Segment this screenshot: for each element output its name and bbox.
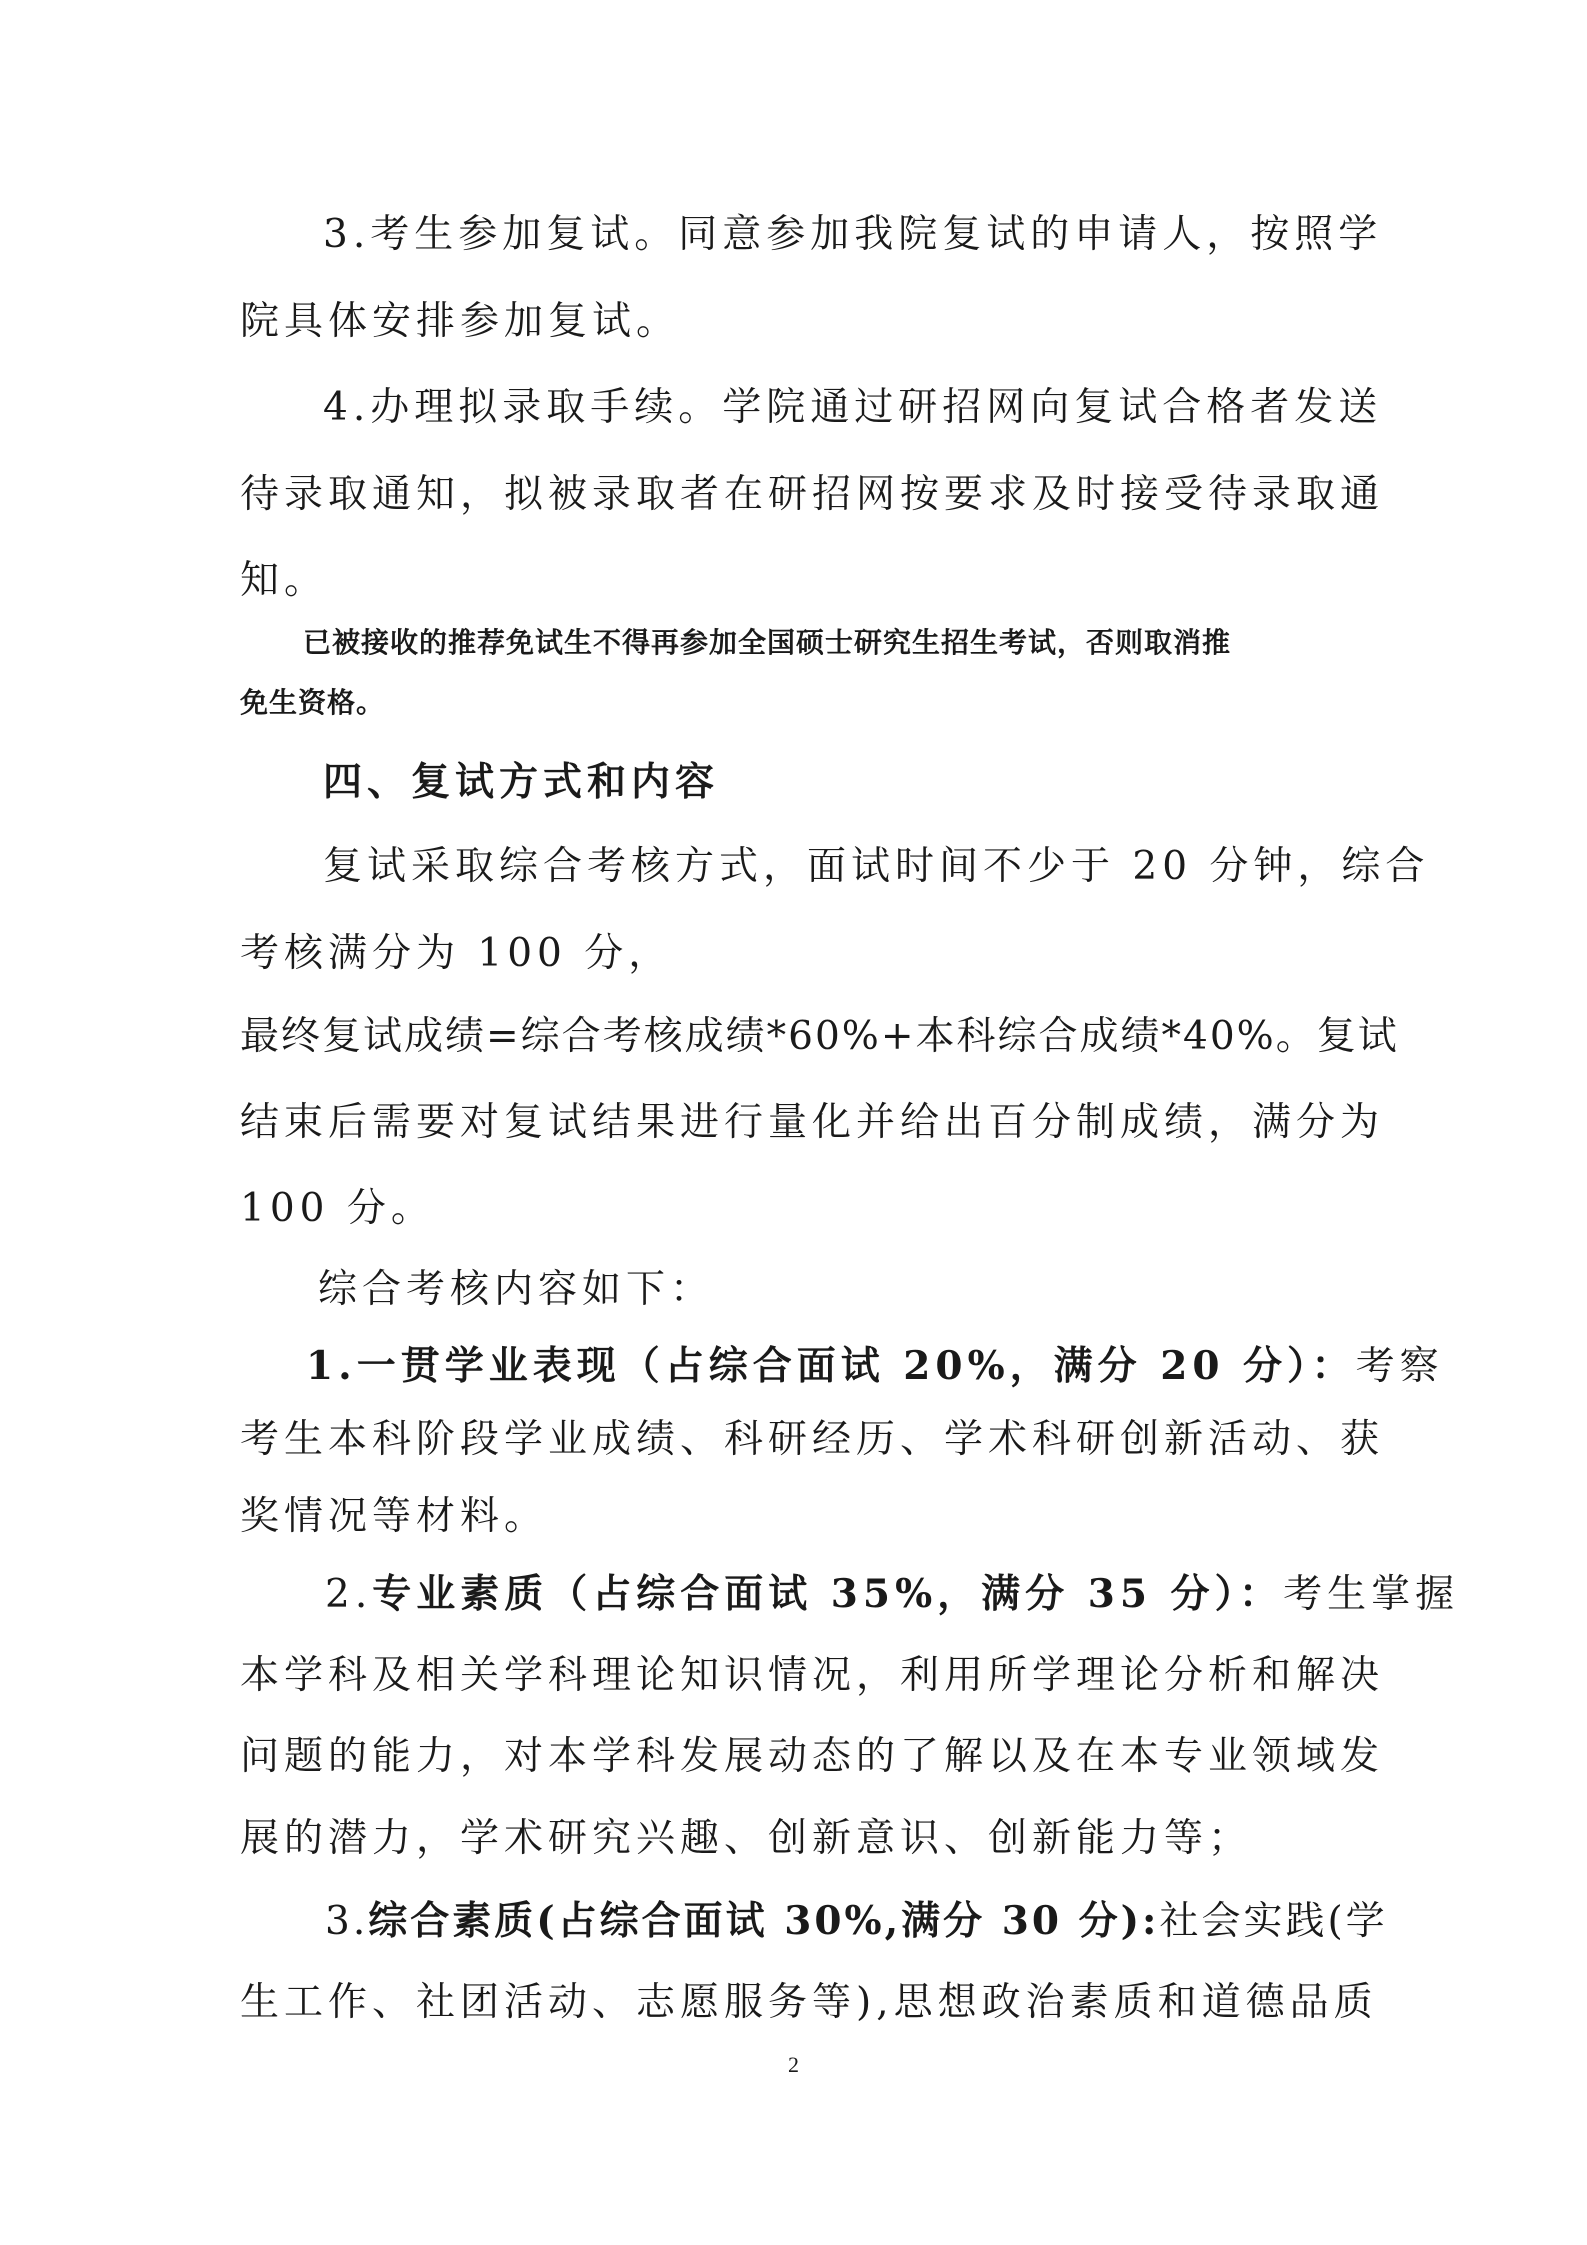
paragraph-line: 100 分。 <box>240 1186 435 1231</box>
item-number: 3. <box>325 1899 369 1944</box>
assessment-item-3 <box>325 1897 1388 1946</box>
paragraph-line: 综合考核内容如下： <box>318 1267 715 1312</box>
score-formula: 最终复试成绩=综合考核成绩*60%+本科综合成绩*40%。复试 <box>240 1014 1399 1059</box>
exam-note: 免生资格。 <box>240 686 386 719</box>
paragraph-line: 待录取通知，拟被录取者在研招网按要求及时接受待录取通 <box>240 472 1385 517</box>
paragraph-line: 本学科及相关学科理论知识情况，利用所学理论分析和解决 <box>240 1653 1385 1698</box>
item-title: 综合素质(占综合面试 30%,满分 30 分): <box>368 1898 1160 1944</box>
item-text: 考生掌握 <box>1283 1572 1460 1617</box>
item-text: 考察 <box>1355 1344 1444 1389</box>
paragraph-line: 问题的能力，对本学科发展动态的了解以及在本专业领域发 <box>240 1734 1385 1779</box>
paragraph-line: 结束后需要对复试结果进行量化并给出百分制成绩，满分为 <box>240 1100 1385 1145</box>
item-number: 2. <box>325 1572 373 1617</box>
paragraph-line: 考生本科阶段学业成绩、科研经历、学术科研创新活动、获 <box>240 1417 1385 1462</box>
exam-note: 已被接收的推荐免试生不得再参加全国硕士研究生招生考试，否则取消推 <box>303 626 1232 659</box>
paragraph-line: 知。 <box>240 558 329 603</box>
paragraph-line: 复试采取综合考核方式，面试时间不少于 20 分钟，综合 <box>323 844 1430 889</box>
paragraph-line: 4.办理拟录取手续。学院通过研招网向复试合格者发送 <box>323 385 1383 430</box>
section-heading: 四、复试方式和内容 <box>323 759 720 805</box>
item-text: 社会实践(学 <box>1159 1899 1388 1944</box>
paragraph-line: 院具体安排参加复试。 <box>240 299 681 344</box>
paragraph-line: 奖情况等材料。 <box>240 1494 549 1539</box>
item-title: 1.一贯学业表现（占综合面试 20%，满分 20 分）： <box>306 1343 1356 1389</box>
assessment-item-1 <box>306 1342 1444 1391</box>
item-title: 专业素质（占综合面试 35%，满分 35 分）： <box>372 1571 1284 1617</box>
paragraph-line: 3.考生参加复试。同意参加我院复试的申请人，按照学 <box>323 212 1383 257</box>
assessment-item-2 <box>325 1570 1459 1619</box>
paragraph-line: 生工作、社团活动、志愿服务等),思想政治素质和道德品质 <box>240 1980 1378 2025</box>
paragraph-line: 考核满分为 100 分， <box>240 931 673 976</box>
page-number: 2 <box>788 2052 799 2077</box>
paragraph-line: 展的潜力，学术研究兴趣、创新意识、创新能力等； <box>240 1816 1253 1861</box>
